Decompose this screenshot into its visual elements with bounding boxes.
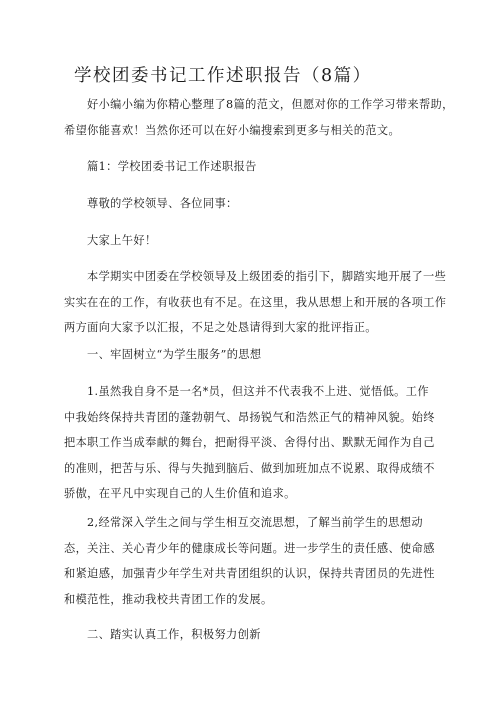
item2-line-2: 态，关注、关心青少年的健康成长等问题。进一步学生的责任感、使命感	[64, 541, 435, 555]
item2-line-3: 和紧迫感，加强青少年学生对共青团组织的认识，保持共青团员的先进性	[64, 567, 435, 580]
part1-heading	[64, 342, 444, 368]
item1-paragraph	[64, 379, 444, 507]
greeting-text: 大家上午好！	[87, 234, 157, 247]
item2-line-1: 2,经常深入学生之间与学生相互交流思想，了解当前学生的思想动	[87, 516, 423, 529]
opening-line-1: 本学期实中团委在学校领导及上级团委的指引下，脚踏实地开展了一些	[87, 270, 447, 283]
item1-line-1: 1.虽然我自身不是一名*员，但这并不代表我不上进、觉悟低。工作	[87, 385, 429, 398]
opening-paragraph	[64, 264, 447, 341]
opening-line-3: 两方面向大家予以汇报，不足之处恳请得到大家的批评指正。	[64, 321, 377, 334]
section-heading	[64, 154, 444, 180]
item1-line-5: 骄傲，在平凡中实现自己的人生价值和追求。	[64, 487, 296, 500]
document-title: 学校团委书记工作述职报告（8篇）	[74, 66, 372, 86]
salutation-text: 尊敬的学校领导、各位同事：	[87, 197, 238, 210]
section-heading-text: 篇1：学校团委书记工作述职报告	[87, 160, 257, 173]
part2-heading-text: 二、踏实认真工作，积极努力创新	[87, 628, 261, 641]
item1-line-4: 的准则，把苦与乐、得与失抛到脑后、做到加班加点不说累、取得成绩不	[64, 461, 435, 475]
part1-heading-text: 一、牢固树立“为学生服务”的思想	[87, 348, 262, 361]
salutation	[64, 191, 444, 217]
part2-heading	[64, 622, 444, 648]
item2-line-4: 和模范性，推动我校共青团工作的发展。	[64, 592, 273, 606]
item1-line-3: 把本职工作当成奉献的舞台，把耐得平淡、舍得付出、默默无闻作为自己	[64, 436, 435, 449]
item1-line-2: 中我始终保持共青团的蓬勃朝气、昂扬锐气和浩然正气的精神风貌。始终	[64, 410, 435, 424]
item2-paragraph	[64, 510, 444, 612]
greeting	[64, 228, 444, 254]
intro-paragraph	[64, 92, 454, 143]
intro-line-1: 好小编小编为你精心整理了8篇的范文，但愿对你的工作学习带来帮助，	[87, 98, 454, 111]
opening-line-2: 实实在在的工作，有收获也有不足。在这里，我从思想上和开展的各项工作	[64, 295, 447, 309]
intro-line-2: 希望你能喜欢！当然你还可以在好小编搜索到更多与相关的范文。	[64, 123, 401, 137]
